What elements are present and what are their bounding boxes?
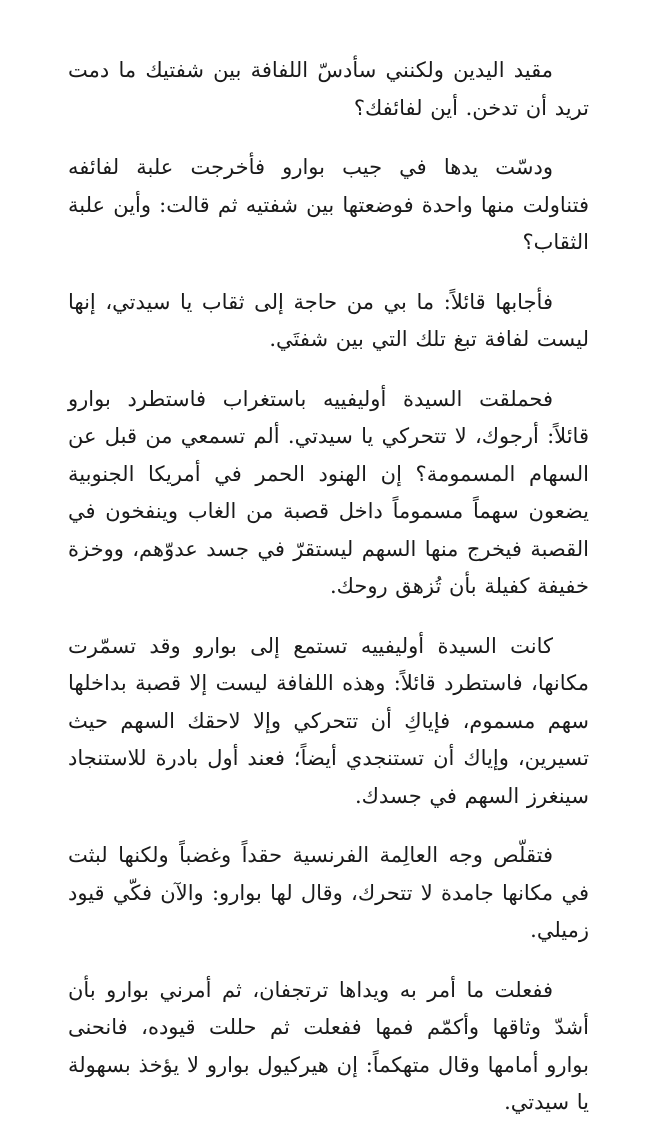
paragraph-5: كانت السيدة أوليفييه تستمع إلى بوارو وقد تسمّرت مكانها، فاستطرد قائلاً: وهذه اللفافة ليست إلا قصبة بداخلها سهم مسموم، فإياكِ أن تتحركي وإلا لاحقك السهم حيث تسيرين، وإياك أن تستنجدي أيضاً؛ فعند أول بادرة للاستنجاد سينغرز السهم في جسدك. xyxy=(68,633,589,808)
book-page xyxy=(68,52,589,1144)
paragraph-3: فأجابها قائلاً: ما بي من حاجة إلى ثقاب يا سيدتي، إنها ليست لفافة تبغ تلك التي بين شفتَي. xyxy=(68,289,589,351)
paragraph-4: فحملقت السيدة أوليفييه باستغراب فاستطرد بوارو قائلاً: أرجوك، لا تتحركي يا سيدتي. ألم تسمعي من قبل عن السهام المسمومة؟ إن الهنود الحمر في أمريكا الجنوبية يضعون سهماً مسموماً داخل قصبة من الغاب وينفخون في القصبة فيخرج منها السهم ليستقرّ في جسد عدوّهم، ووخزة خفيفة كفيلة بأن تُزهق روحك. xyxy=(68,386,589,598)
paragraph-7: ففعلت ما أمر به ويداها ترتجفان، ثم أمرني بوارو بأن أشدّ وثاقها وأكمّم فمها ففعلت ثم حللت قيوده، فانحنى بوارو أمامها وقال متهكماً: إن هيركيول بوارو لا يؤخذ بسهولة يا سيدتي. xyxy=(68,977,589,1114)
paragraph-1: مقيد اليدين ولكنني سأدسّ اللفافة بين شفتيك ما دمت تريد أن تدخن. أين لفائفك؟ xyxy=(68,58,589,120)
paragraph-6: فتقلّص وجه العالِمة الفرنسية حقداً وغضباً ولكنها لبثت في مكانها جامدة لا تتحرك، وقال لها بوارو: والآن فكّي قيود زميلي. xyxy=(68,843,589,942)
paragraph-2: ودسّت يدها في جيب بوارو فأخرجت علبة لفائفه فتناولت منها واحدة فوضعتها بين شفتيه ثم قالت: وأين علبة الثقاب؟ xyxy=(68,155,589,254)
